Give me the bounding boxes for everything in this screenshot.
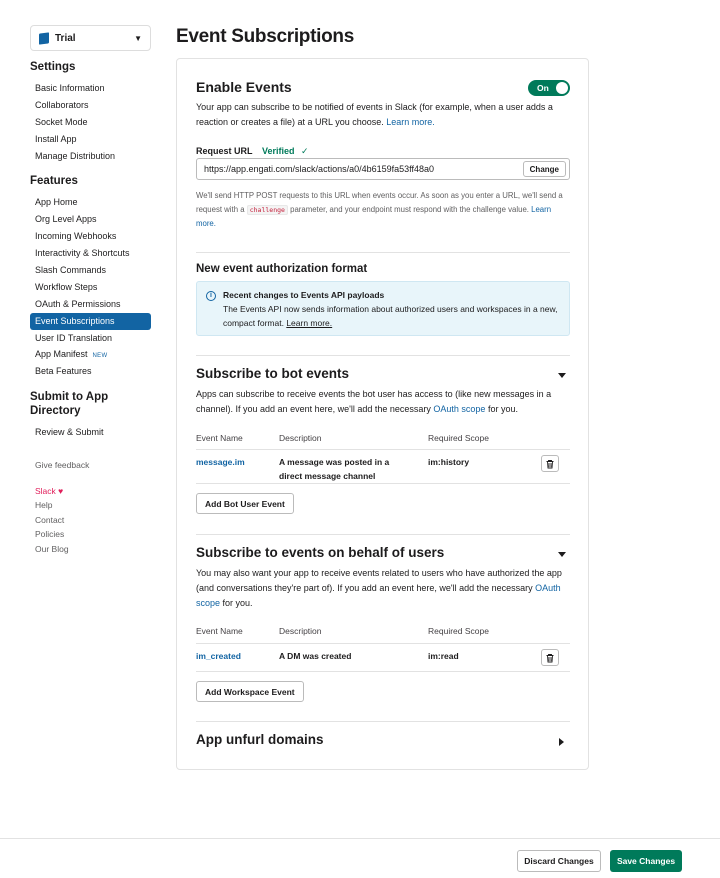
discard-changes-button[interactable]: Discard Changes [517, 850, 601, 872]
features-heading: Features [30, 175, 78, 188]
info-banner [196, 281, 570, 336]
table-divider [196, 483, 570, 484]
request-url-value: https://app.engati.com/slack/actions/a0/4b6159fa53ff48a0 [204, 164, 434, 174]
sidebar-item-event-subscriptions[interactable]: Event Subscriptions [30, 313, 151, 330]
app-name: Trial [55, 32, 76, 44]
collapse-bot-events-icon[interactable] [558, 373, 566, 378]
footer-bar [0, 838, 720, 878]
request-url-note-text: We'll send HTTP POST requests to this URL when events occur. As soon as you enter a URL, we'll send a request with a [196, 191, 563, 215]
collapse-user-events-icon[interactable] [558, 552, 566, 557]
sidebar-item-collaborators[interactable]: Collaborators [35, 99, 89, 110]
sidebar-item-user-id-translation[interactable]: User ID Translation [35, 332, 113, 343]
sidebar-item-manage-distribution[interactable]: Manage Distribution [35, 150, 116, 161]
table-divider [196, 643, 570, 644]
heart-icon: ♥ [58, 485, 64, 496]
bot-events-desc-text-2: for you. [487, 404, 518, 414]
help-link[interactable]: Help [35, 500, 53, 511]
column-header-description: Description [279, 433, 322, 443]
event-subscriptions-card [176, 58, 589, 770]
event-description: A message was posted in a direct message channel [279, 457, 390, 481]
bot-events-desc-text: Apps can subscribe to receive events the bot user has access to (like new messages in a channel). If you add an event here, we'll add the necessary [196, 389, 552, 414]
oauth-scope-link[interactable]: OAuth scope [433, 404, 486, 414]
policies-link[interactable]: Policies [35, 529, 65, 540]
expand-unfurl-domains-icon[interactable] [559, 738, 564, 746]
event-description: A DM was created [279, 651, 352, 661]
divider [196, 252, 570, 253]
request-url-label-row [196, 141, 308, 159]
request-url-input[interactable] [196, 158, 570, 180]
event-name-im-created: im_created [196, 651, 241, 661]
page-title: Event Subscriptions [176, 26, 355, 47]
trash-icon [545, 459, 555, 469]
user-events-description [196, 566, 572, 611]
column-header-required-scope: Required Scope [428, 433, 489, 443]
toggle-knob [556, 82, 568, 94]
request-url-label: Request URL [196, 146, 253, 156]
sidebar-item-beta-features[interactable]: Beta Features [35, 366, 92, 377]
enable-events-description [196, 100, 572, 130]
sidebar-item-interactivity-shortcuts[interactable]: Interactivity & Shortcuts [35, 248, 130, 259]
divider [196, 721, 570, 722]
sidebar-item-basic-information[interactable]: Basic Information [35, 83, 105, 93]
submit-heading: Submit to App Directory [30, 391, 109, 418]
column-header-required-scope: Required Scope [428, 626, 489, 636]
info-learn-more-link[interactable]: Learn more. [286, 317, 333, 328]
trash-icon [545, 653, 555, 663]
enable-events-title: Enable Events [196, 79, 292, 95]
info-banner-title: Recent changes to Events API payloads [223, 290, 385, 300]
request-url-note [196, 189, 572, 232]
sidebar-item-oauth-permissions[interactable]: OAuth & Permissions [35, 298, 121, 309]
enable-events-desc-text: Your app can subscribe to be notified of events in Slack (for example, when a user adds a reaction or creates a file) at a URL you choose. [196, 102, 553, 127]
slack-link[interactable] [30, 484, 151, 499]
verified-status: Verified [261, 146, 295, 156]
enable-events-toggle[interactable] [528, 80, 570, 96]
auth-format-title: New event authorization format [196, 263, 368, 275]
app-selector[interactable] [30, 25, 151, 51]
column-header-description: Description [279, 626, 322, 636]
unfurl-domains-title: App unfurl domains [196, 732, 324, 747]
add-workspace-event-button[interactable]: Add Workspace Event [196, 681, 304, 702]
learn-more-link[interactable]: Learn more. [386, 117, 435, 127]
sidebar-item-workflow-steps[interactable]: Workflow Steps [35, 281, 98, 292]
divider [196, 534, 570, 535]
sidebar-item-install-app[interactable]: Install App [35, 133, 77, 144]
settings-heading: Settings [30, 61, 76, 73]
note-learn-more-link[interactable]: Learn more. [196, 205, 552, 229]
user-events-desc-text-2: for you. [222, 598, 253, 608]
column-header-event-name: Event Name [196, 433, 243, 443]
event-scope: im:read [428, 651, 459, 661]
user-events-desc-text: You may also want your app to receive events related to users who have authorized the app (and conversations they're part of). If you add an event here, we'll add the necessary [196, 568, 562, 593]
divider [196, 355, 570, 356]
sidebar-item-app-manifest[interactable] [30, 346, 151, 363]
sidebar-item-label: App Manifest [35, 349, 88, 360]
delete-event-button[interactable] [541, 455, 559, 472]
chevron-down-icon: ▼ [134, 33, 142, 43]
our-blog-link[interactable]: Our Blog [35, 543, 69, 554]
event-scope: im:history [428, 457, 470, 467]
request-url-note-text-2: parameter, and your endpoint must respond with the challenge value. [290, 205, 529, 215]
slack-link-label: Slack [35, 485, 56, 496]
column-header-event-name: Event Name [196, 626, 243, 636]
add-bot-user-event-button[interactable]: Add Bot User Event [196, 493, 294, 514]
save-changes-button[interactable]: Save Changes [610, 850, 682, 872]
delete-event-button[interactable] [541, 649, 559, 666]
info-banner-body: The Events API now sends information about authorized users and workspaces in a new, compact format. [223, 304, 558, 328]
new-badge: NEW [92, 353, 108, 360]
sidebar-item-org-level-apps[interactable]: Org Level Apps [35, 214, 97, 225]
sidebar-item-slash-commands[interactable]: Slash Commands [35, 265, 107, 276]
oauth-scope-link[interactable]: OAuth scope [196, 583, 561, 608]
change-url-button[interactable]: Change [523, 161, 566, 177]
table-divider [196, 449, 570, 450]
bot-events-description [196, 387, 572, 417]
toggle-label: On [537, 83, 549, 93]
user-events-title: Subscribe to events on behalf of users [196, 545, 445, 560]
sidebar-item-socket-mode[interactable]: Socket Mode [35, 116, 88, 127]
checkmark-icon: ✓ [300, 146, 309, 156]
info-banner-text [223, 303, 563, 330]
contact-link[interactable]: Contact [35, 514, 65, 525]
app-icon [39, 32, 49, 44]
sidebar-item-incoming-webhooks[interactable]: Incoming Webhooks [35, 231, 117, 242]
sidebar-item-app-home[interactable]: App Home [35, 197, 78, 208]
table-divider [196, 671, 570, 672]
sidebar [30, 25, 151, 556]
challenge-code: challenge [247, 205, 288, 215]
sidebar-item-review-submit[interactable]: Review & Submit [35, 427, 104, 438]
event-name-message-im: message.im [196, 457, 245, 467]
bot-events-title: Subscribe to bot events [196, 366, 350, 381]
give-feedback-link[interactable]: Give feedback [35, 460, 90, 471]
info-icon: i [206, 291, 216, 301]
